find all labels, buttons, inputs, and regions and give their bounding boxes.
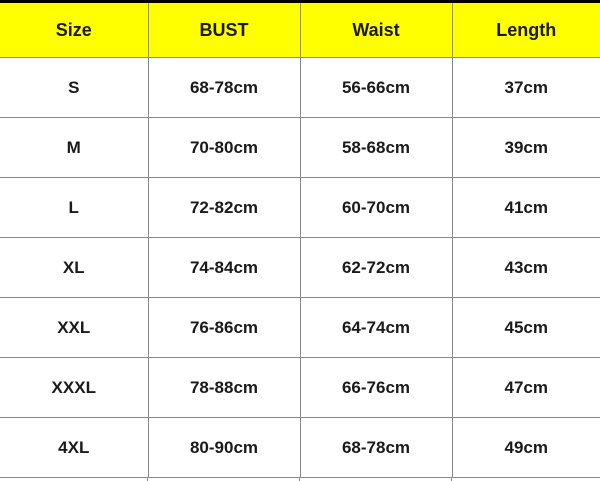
- size-cell: XXL: [0, 298, 148, 358]
- column-header-length: Length: [452, 2, 600, 58]
- header-row: [0, 2, 600, 58]
- length-cell: 45cm: [452, 298, 600, 358]
- table-row: [0, 238, 600, 298]
- size-cell: XXXL: [0, 358, 148, 418]
- bust-cell: 72-82cm: [148, 178, 300, 238]
- waist-cell: 64-74cm: [300, 298, 452, 358]
- length-cell: 43cm: [452, 238, 600, 298]
- length-cell: 39cm: [452, 118, 600, 178]
- bust-cell: 68-78cm: [148, 58, 300, 118]
- size-cell: S: [0, 58, 148, 118]
- waist-cell: 60-70cm: [300, 178, 452, 238]
- table-row: [0, 118, 600, 178]
- table-row: [0, 178, 600, 238]
- size-cell: M: [0, 118, 148, 178]
- column-header-waist: Waist: [300, 2, 452, 58]
- waist-cell: 62-72cm: [300, 238, 452, 298]
- waist-cell: 56-66cm: [300, 58, 452, 118]
- table-row: [0, 418, 600, 478]
- size-cell: 4XL: [0, 418, 148, 478]
- bust-cell: 74-84cm: [148, 238, 300, 298]
- column-header-size: Size: [0, 2, 148, 58]
- bust-cell: 78-88cm: [148, 358, 300, 418]
- table-row: [0, 298, 600, 358]
- length-cell: 49cm: [452, 418, 600, 478]
- column-header-bust: BUST: [148, 2, 300, 58]
- waist-cell: 66-76cm: [300, 358, 452, 418]
- waist-cell: 58-68cm: [300, 118, 452, 178]
- length-cell: 47cm: [452, 358, 600, 418]
- bust-cell: 70-80cm: [148, 118, 300, 178]
- length-cell: 37cm: [452, 58, 600, 118]
- table-row: [0, 358, 600, 418]
- waist-cell: 68-78cm: [300, 418, 452, 478]
- size-cell: L: [0, 178, 148, 238]
- table-row: [0, 58, 600, 118]
- bust-cell: 76-86cm: [148, 298, 300, 358]
- size-cell: XL: [0, 238, 148, 298]
- bust-cell: 80-90cm: [148, 418, 300, 478]
- length-cell: 41cm: [452, 178, 600, 238]
